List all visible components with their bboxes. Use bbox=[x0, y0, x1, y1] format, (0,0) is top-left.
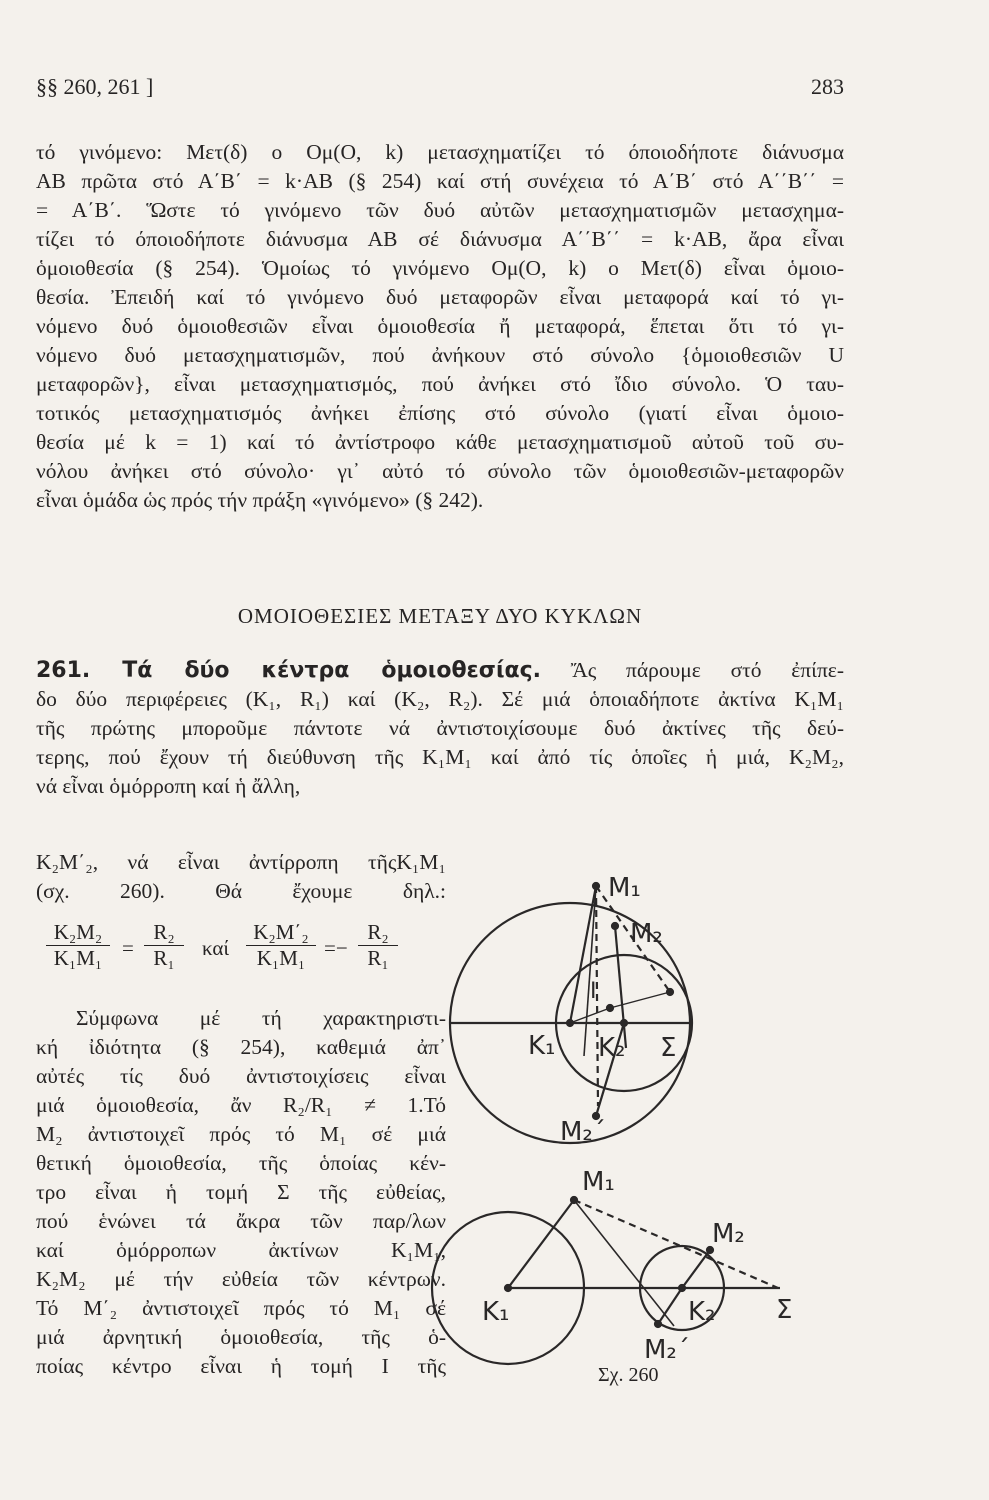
section-title: ΟΜΟΙΟΘΕΣΙΕΣ ΜΕΤΑΞΥ ΔΥΟ ΚΥΚΛΩΝ bbox=[237, 604, 643, 628]
text-line: μιά ἀρνητική ὁμοιοθεσία, τῆς ὁ- bbox=[36, 1325, 446, 1349]
narrow-text-bottom bbox=[36, 1004, 446, 1381]
text-line: Σύμφωνα μέ τή χαρακτηριστι- bbox=[76, 1006, 446, 1030]
label-m2-2: M₂ bbox=[712, 1219, 745, 1249]
section-reference: §§ 260, 261 ] bbox=[36, 74, 154, 99]
point-m2prime-2 bbox=[655, 1321, 661, 1327]
text-line: θεσία μέ k = 1) καί τό ἀντίστροφο κάθε μετασχηματισμοῦ αὐτοῦ τοῦ συ- bbox=[36, 430, 844, 454]
fraction bbox=[144, 920, 184, 971]
text-line: θετική ὁμοιοθεσία, τῆς ὁποίας κέν- bbox=[36, 1151, 446, 1175]
point-k2-2 bbox=[679, 1285, 685, 1291]
text-line: κή ἰδιότητα (§ 254), καθεμιά ἀπ᾿ bbox=[36, 1035, 446, 1059]
text-line: Κ₂Μ΄₂, νά εἶναι ἀντίρροπη τῆςΚ₁Μ₁ bbox=[36, 850, 446, 874]
section-261-heading: 261. Τά δύο κέντρα ὁμοιοθεσίας. bbox=[36, 658, 542, 683]
kai-word: καί bbox=[202, 936, 230, 960]
line-m1-m2prime-2 bbox=[574, 1200, 674, 1326]
text-line: ποίας κέντρο εἶναι ἡ τομή Ι τῆς bbox=[36, 1354, 446, 1378]
point-m1-2 bbox=[571, 1197, 577, 1203]
page-number: 283 bbox=[811, 74, 844, 99]
section-261 bbox=[36, 656, 844, 801]
page-header bbox=[36, 74, 844, 108]
point-m1 bbox=[593, 883, 599, 889]
text-line: νόμενο δυό μετασχηματισμῶν, πού ἀνήκουν στό σύνολο {ὁμοιοθεσιῶν U bbox=[36, 343, 844, 367]
label-m1-2: M₁ bbox=[582, 1167, 615, 1197]
point-sigma bbox=[667, 989, 673, 995]
label-m2prime-2: M₂΄ bbox=[644, 1335, 690, 1365]
text-line: (σχ. 260). Θά ἔχουμε δηλ.: bbox=[36, 879, 446, 903]
text-line: τό γινόμενο: Μετ(δ) ο Ομ(Ο, k) μετασχηματίζει τό όποιοδήποτε διάνυσμα bbox=[36, 140, 844, 164]
text-line: τοτικός μετασχηματισμός ἀνήκει ἐπίσης στό σύνολο (γιατί εἶναι ὁμοιο- bbox=[36, 401, 844, 425]
text-line: Κ₂Μ₂ μέ τήν εὐθεία τῶν κέντρων. bbox=[36, 1267, 446, 1291]
equals-sign: = bbox=[122, 936, 134, 960]
numerator: R₂ bbox=[144, 920, 184, 946]
fraction bbox=[246, 920, 316, 971]
label-k2-2: K₂ bbox=[688, 1297, 716, 1327]
ratio-formula bbox=[36, 912, 446, 992]
line-m1-sigma-2 bbox=[574, 1200, 778, 1288]
numerator: Κ₂Μ΄₂ bbox=[246, 920, 316, 946]
text-line: τρο εἶναι ἡ τομή Σ τῆς εὐθείας, bbox=[36, 1180, 446, 1204]
point-k1 bbox=[567, 1020, 573, 1026]
text-line: τῆς πρώτης μποροῦμε πάντοτε νά ἀντιστοιχίσουμε δυό ἀκτίνες τῆς δεύ- bbox=[36, 716, 844, 740]
point-i bbox=[607, 1005, 613, 1011]
text-line: μεταφορῶν}, εἶναι μετασχηματισμός, πού ἀνήκει στό ἴδιο σύνολο. Ὁ ταυ- bbox=[36, 372, 844, 396]
radius-k2m2-2 bbox=[682, 1250, 710, 1288]
numerator: Κ₂Μ₂ bbox=[46, 920, 110, 946]
text-line: νά εἶναι ὁμόρροπη καί ἡ ἄλλη, bbox=[36, 774, 301, 798]
body-text-260 bbox=[36, 138, 844, 515]
figure-260 bbox=[420, 858, 860, 1418]
point-m2 bbox=[612, 923, 618, 929]
fraction bbox=[358, 920, 398, 971]
equals-minus-sign: =− bbox=[324, 936, 348, 960]
label-k1-2: K₁ bbox=[482, 1297, 510, 1327]
label-k1: K₁ bbox=[528, 1031, 556, 1061]
label-sigma: Σ bbox=[660, 1033, 677, 1063]
radius-k2m2 bbox=[615, 926, 626, 1048]
text-line: νόλου ἀνήκει στό σύνολο· γι᾿ αὐτό τό σύνολο τῶν ὁμοιοθεσιῶν-μεταφορῶν bbox=[36, 459, 844, 483]
text-line: εἶναι ὁμάδα ὡς πρός τήν πράξη «γινόμενο» (§ 242). bbox=[36, 488, 484, 512]
label-m2: M₂ bbox=[630, 919, 663, 949]
label-m2prime: M₂΄ bbox=[560, 1117, 606, 1147]
text-line: Μ₂ ἀντιστοιχεῖ πρός τό Μ₁ σέ μιά bbox=[36, 1122, 446, 1146]
radius-k2m2prime-2 bbox=[658, 1288, 682, 1324]
narrow-text-top bbox=[36, 848, 446, 906]
denominator: Κ₁Μ₁ bbox=[53, 946, 103, 970]
fraction bbox=[46, 920, 110, 971]
denominator: R₁ bbox=[367, 946, 389, 970]
text-line: καί ὁμόρροπων ἀκτίνων Κ₁Μ₁, bbox=[36, 1238, 446, 1262]
text-line: πού ἑνώνει τά ἄκρα τῶν παρ/λων bbox=[36, 1209, 446, 1233]
label-i: I bbox=[590, 979, 597, 1004]
section-261-heading-rest: Ἄς πάρουμε στό ἐπίπε- bbox=[541, 658, 844, 682]
text-line: νόμενο δυό ὁμοιοθεσιῶν εἶναι ὁμοιοθεσία ἤ μεταφορά, ἕπεται ὅτι τό γι- bbox=[36, 314, 844, 338]
figure-external-circles bbox=[432, 1167, 792, 1365]
label-sigma-2: Σ bbox=[776, 1295, 793, 1325]
text-line: δο δύο περιφέρειες (Κ₁, R₁) καί (Κ₂, R₂). Σέ μιά ὁποιαδήποτε ἀκτίνα Κ₁Μ₁ bbox=[36, 687, 844, 711]
text-line: ὁμοιοθεσία (§ 254). Ὁμοίως τό γινόμενο Ομ(Ο, k) ο Μετ(δ) εἶναι ὁμοιο- bbox=[36, 256, 844, 280]
point-k1-2 bbox=[505, 1285, 511, 1291]
radius-k1m1 bbox=[584, 886, 596, 1056]
numerator: R₂ bbox=[358, 920, 398, 946]
text-line: τίζει τό όποιοδήποτε διάνυσμα ΑΒ σέ διάνυσμα Α΄΄Β΄΄ = k·ΑΒ, ἄρα εἶναι bbox=[36, 227, 844, 251]
text-line: = Α΄Β΄. Ὥστε τό γινόμενο τῶν δυό αὐτῶν μετασχηματισμῶν μετασχημα- bbox=[36, 198, 844, 222]
figure-internal-circles bbox=[450, 873, 692, 1147]
segment-i-sigma bbox=[610, 992, 670, 1008]
text-line: Τό Μ΄₂ ἀντιστοιχεῖ πρός τό Μ₁ σέ bbox=[36, 1296, 446, 1320]
point-k2 bbox=[621, 1020, 627, 1026]
denominator: R₁ bbox=[153, 946, 175, 970]
segment-k1-i bbox=[570, 1008, 610, 1023]
text-line: θεσία. Ἐπειδή καί τό γινόμενο δυό μεταφορῶν εἶναι μεταφορά καί τό γι- bbox=[36, 285, 844, 309]
text-line: τερης, πού ἔχουν τή διεύθυνση τῆς Κ₁Μ₁ καί ἀπό τίς ὁποῖες ἡ μιά, Κ₂Μ₂, bbox=[36, 745, 844, 769]
label-m1: M₁ bbox=[608, 873, 641, 903]
text-line: μιά ὁμοιοθεσία, ἄν R₂/R₁ ≠ 1.Τό bbox=[36, 1093, 446, 1117]
section-261-first-line bbox=[36, 656, 844, 685]
text-line: ΑΒ πρῶτα στό Α΄Β΄ = k·ΑΒ (§ 254) καί στή συνέχεια τό Α΄Β΄ στό Α΄΄Β΄΄ = bbox=[36, 169, 844, 193]
text-line: αὐτές τίς δυό ἀντιστοιχίσεις εἶναι bbox=[36, 1064, 446, 1088]
figure-caption: Σχ. 260 bbox=[598, 1364, 659, 1386]
label-k2: K₂ bbox=[598, 1033, 626, 1063]
denominator: Κ₁Μ₁ bbox=[256, 946, 306, 970]
